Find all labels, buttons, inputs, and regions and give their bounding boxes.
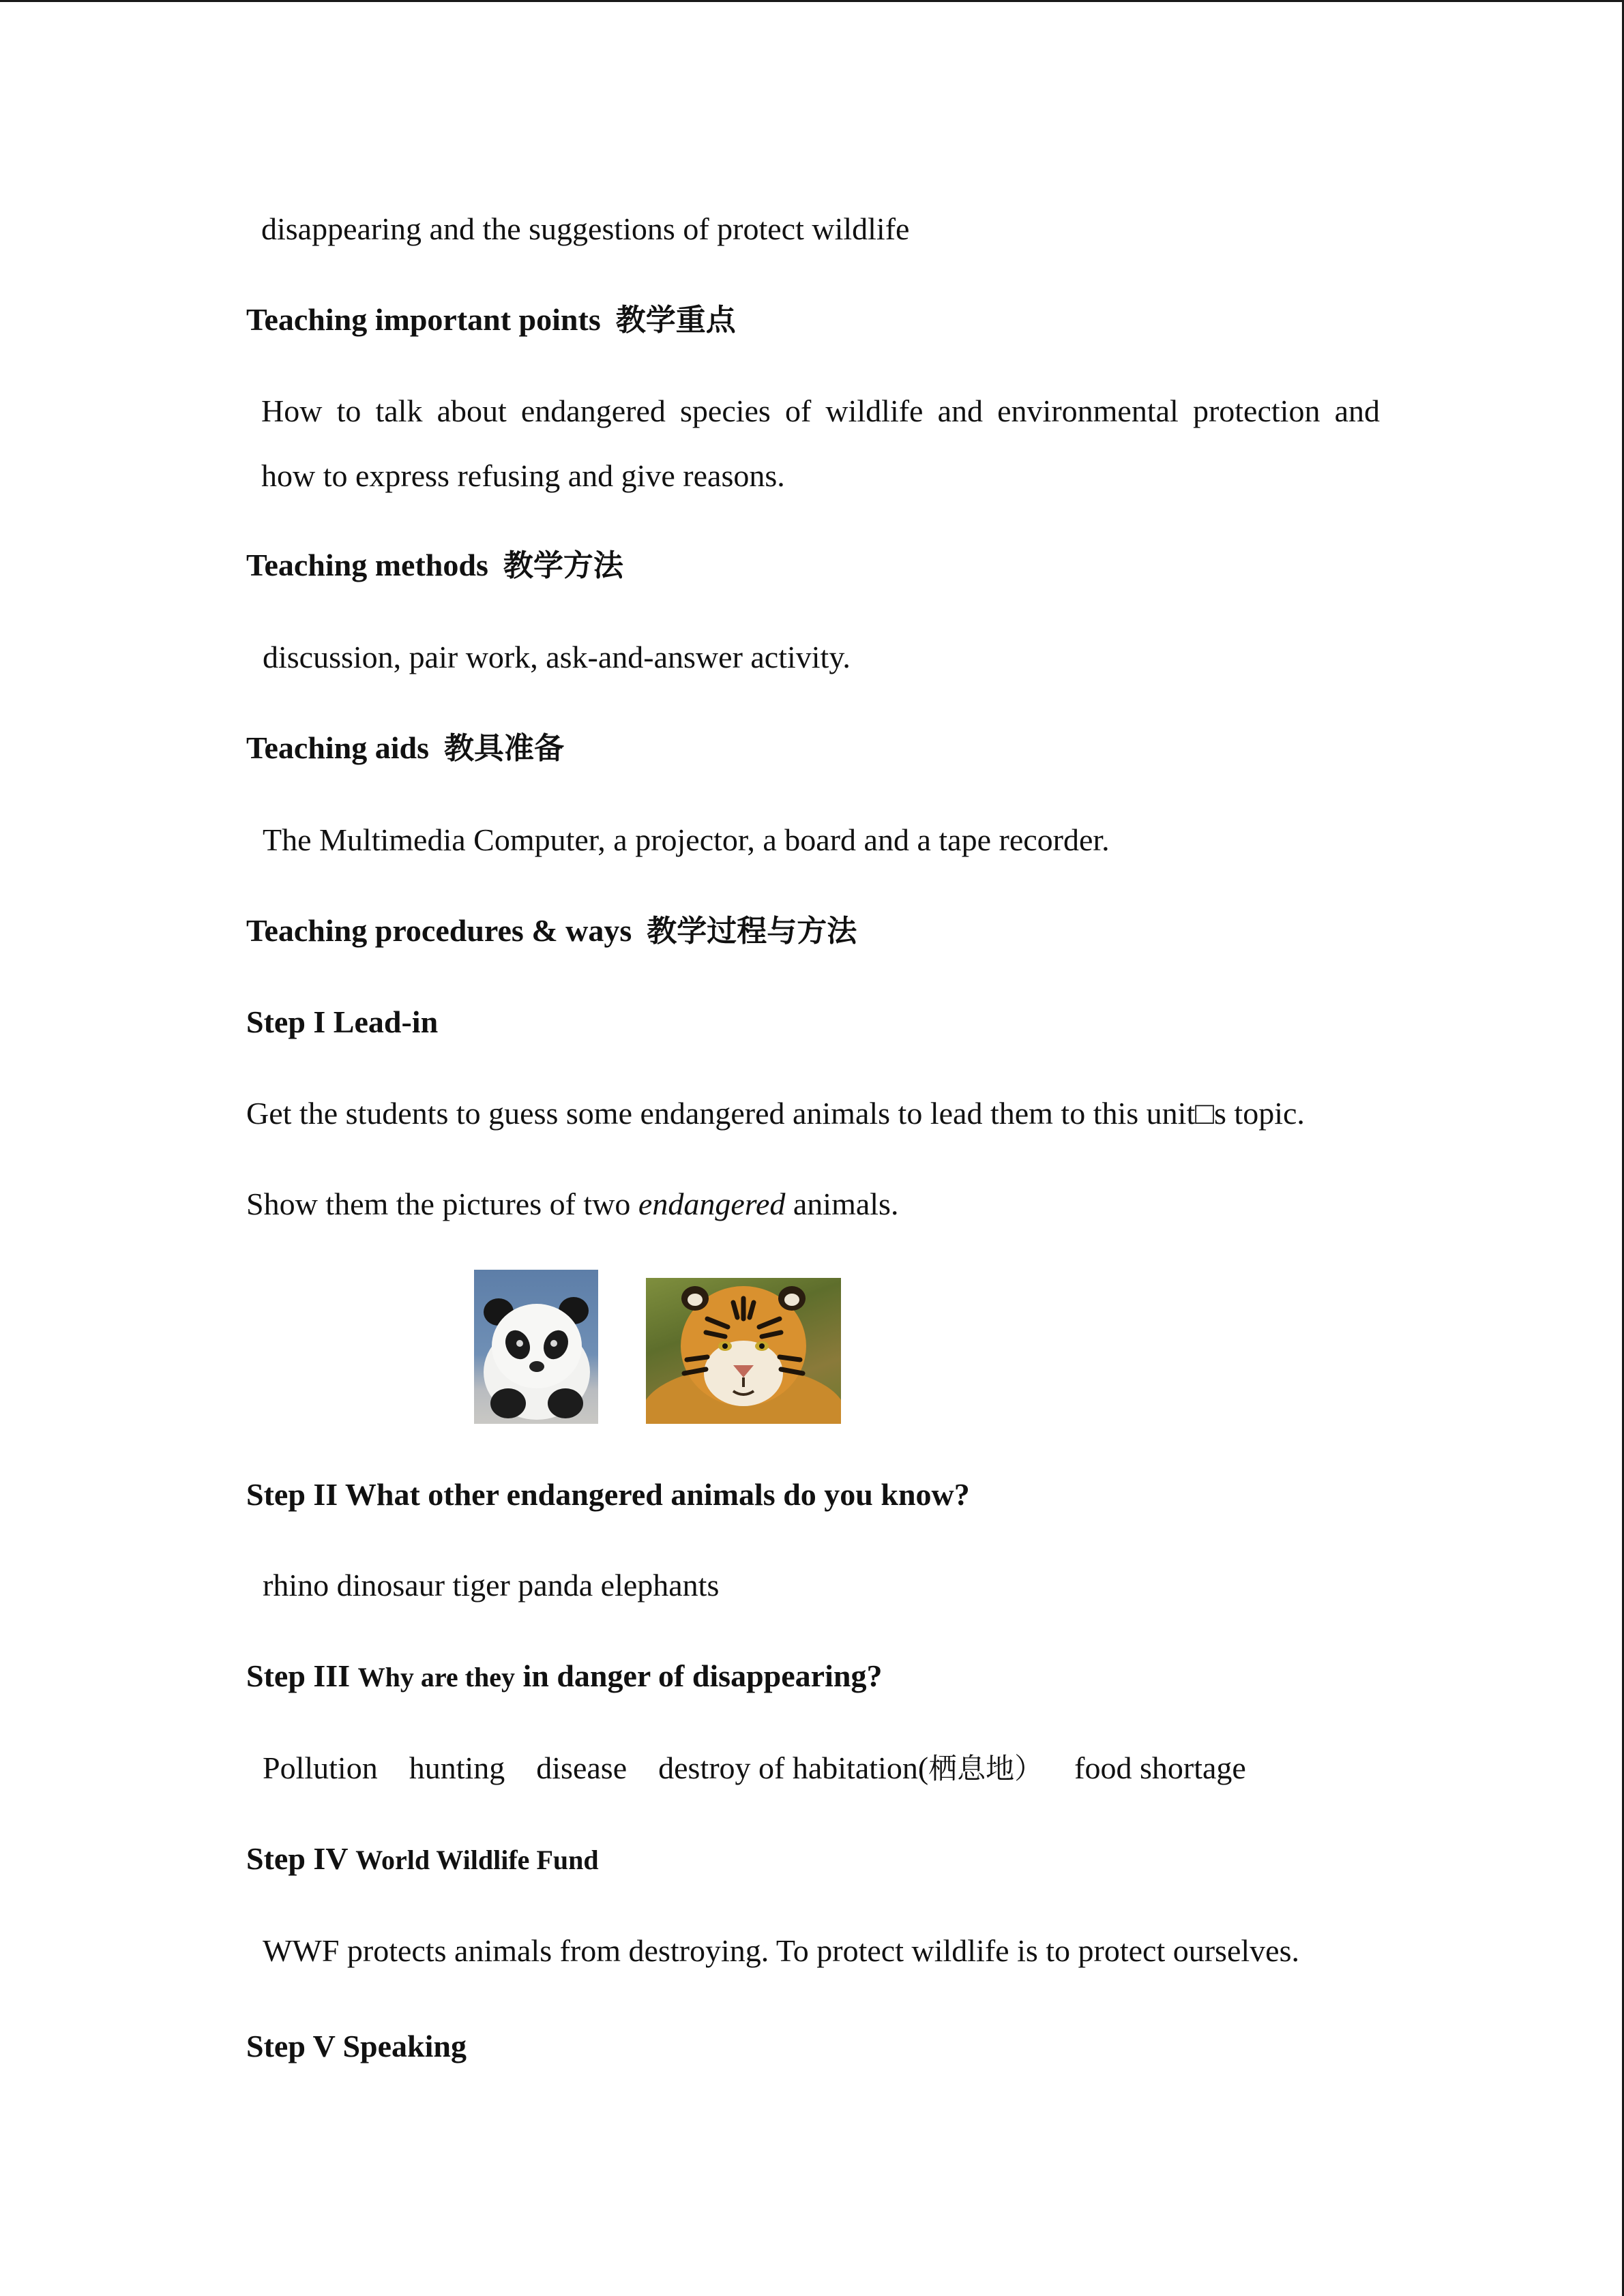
step-4-heading-a: Step IV xyxy=(246,1841,356,1876)
show-pictures-text xyxy=(246,1185,898,1223)
heading-aids-zh: 教具准备 xyxy=(444,731,565,766)
heading-methods-en: Teaching methods xyxy=(246,548,488,582)
step-3-item-disease: disease xyxy=(536,1750,628,1785)
aids-text: The Multimedia Computer, a projector, a board and a tape recorder. xyxy=(263,822,1110,857)
step-1-text: Get the students to guess some endangered animals to lead them to this unit□s topic. xyxy=(246,1096,1305,1131)
heading-important-points xyxy=(246,301,736,340)
step-3-items xyxy=(263,1749,1246,1788)
step-1-heading: Step I Lead-in xyxy=(246,1004,439,1039)
important-points-line-2: how to express refusing and give reasons. xyxy=(261,458,785,493)
step-4-heading xyxy=(246,1840,599,1879)
step-5-heading: Step V Speaking xyxy=(246,2029,467,2063)
methods-text: discussion, pair work, ask-and-answer activity. xyxy=(263,640,851,674)
step-3-heading-b: Why are they xyxy=(357,1662,515,1693)
step-3-item-hunting: hunting xyxy=(409,1750,505,1785)
step-2-heading: Step II What other endangered animals do you know? xyxy=(246,1477,970,1512)
page-border xyxy=(0,0,1624,2)
tiger-illustration xyxy=(646,1278,841,1424)
heading-methods-zh: 教学方法 xyxy=(503,548,623,583)
heading-procedures-zh: 教学过程与方法 xyxy=(647,914,857,949)
heading-methods xyxy=(246,546,623,585)
step-4-heading-b: World Wildlife Fund xyxy=(355,1845,599,1875)
show-pictures-emphasis: endangered xyxy=(638,1187,786,1221)
panda-image xyxy=(474,1270,598,1424)
step-3-item-destroy-zh: 栖息地） xyxy=(928,1752,1044,1785)
step-4-text: WWF protects animals from destroying. To protect wildlife is to protect ourselves. xyxy=(263,1933,1299,1968)
show-pictures-before: Show them the pictures of two xyxy=(246,1187,638,1221)
step-3-item-destroy: destroy of habitation( xyxy=(658,1750,929,1785)
step-3-item-pollution: Pollution xyxy=(263,1750,378,1785)
objectives-continuation: disappearing and the suggestions of protect wildlife xyxy=(261,211,910,246)
heading-procedures xyxy=(246,912,857,951)
heading-important-points-zh: 教学重点 xyxy=(615,303,736,338)
heading-aids xyxy=(246,729,564,768)
step-3-heading xyxy=(246,1657,882,1697)
heading-important-points-en: Teaching important points xyxy=(246,302,601,337)
panda-illustration xyxy=(474,1270,598,1424)
step-3-heading-a: Step III xyxy=(246,1658,358,1693)
step-3-item-food: food shortage xyxy=(1074,1750,1246,1785)
heading-aids-en: Teaching aids xyxy=(246,730,430,765)
show-pictures-after: animals. xyxy=(785,1187,899,1221)
step-2-text: rhino dinosaur tiger panda elephants xyxy=(263,1568,720,1602)
tiger-image xyxy=(646,1278,841,1424)
heading-procedures-en: Teaching procedures & ways xyxy=(246,913,632,948)
step-3-heading-c: in danger of disappearing? xyxy=(514,1658,883,1693)
important-points-line-1: How to talk about endangered species of wildlife and environmental protection and xyxy=(261,393,1380,428)
